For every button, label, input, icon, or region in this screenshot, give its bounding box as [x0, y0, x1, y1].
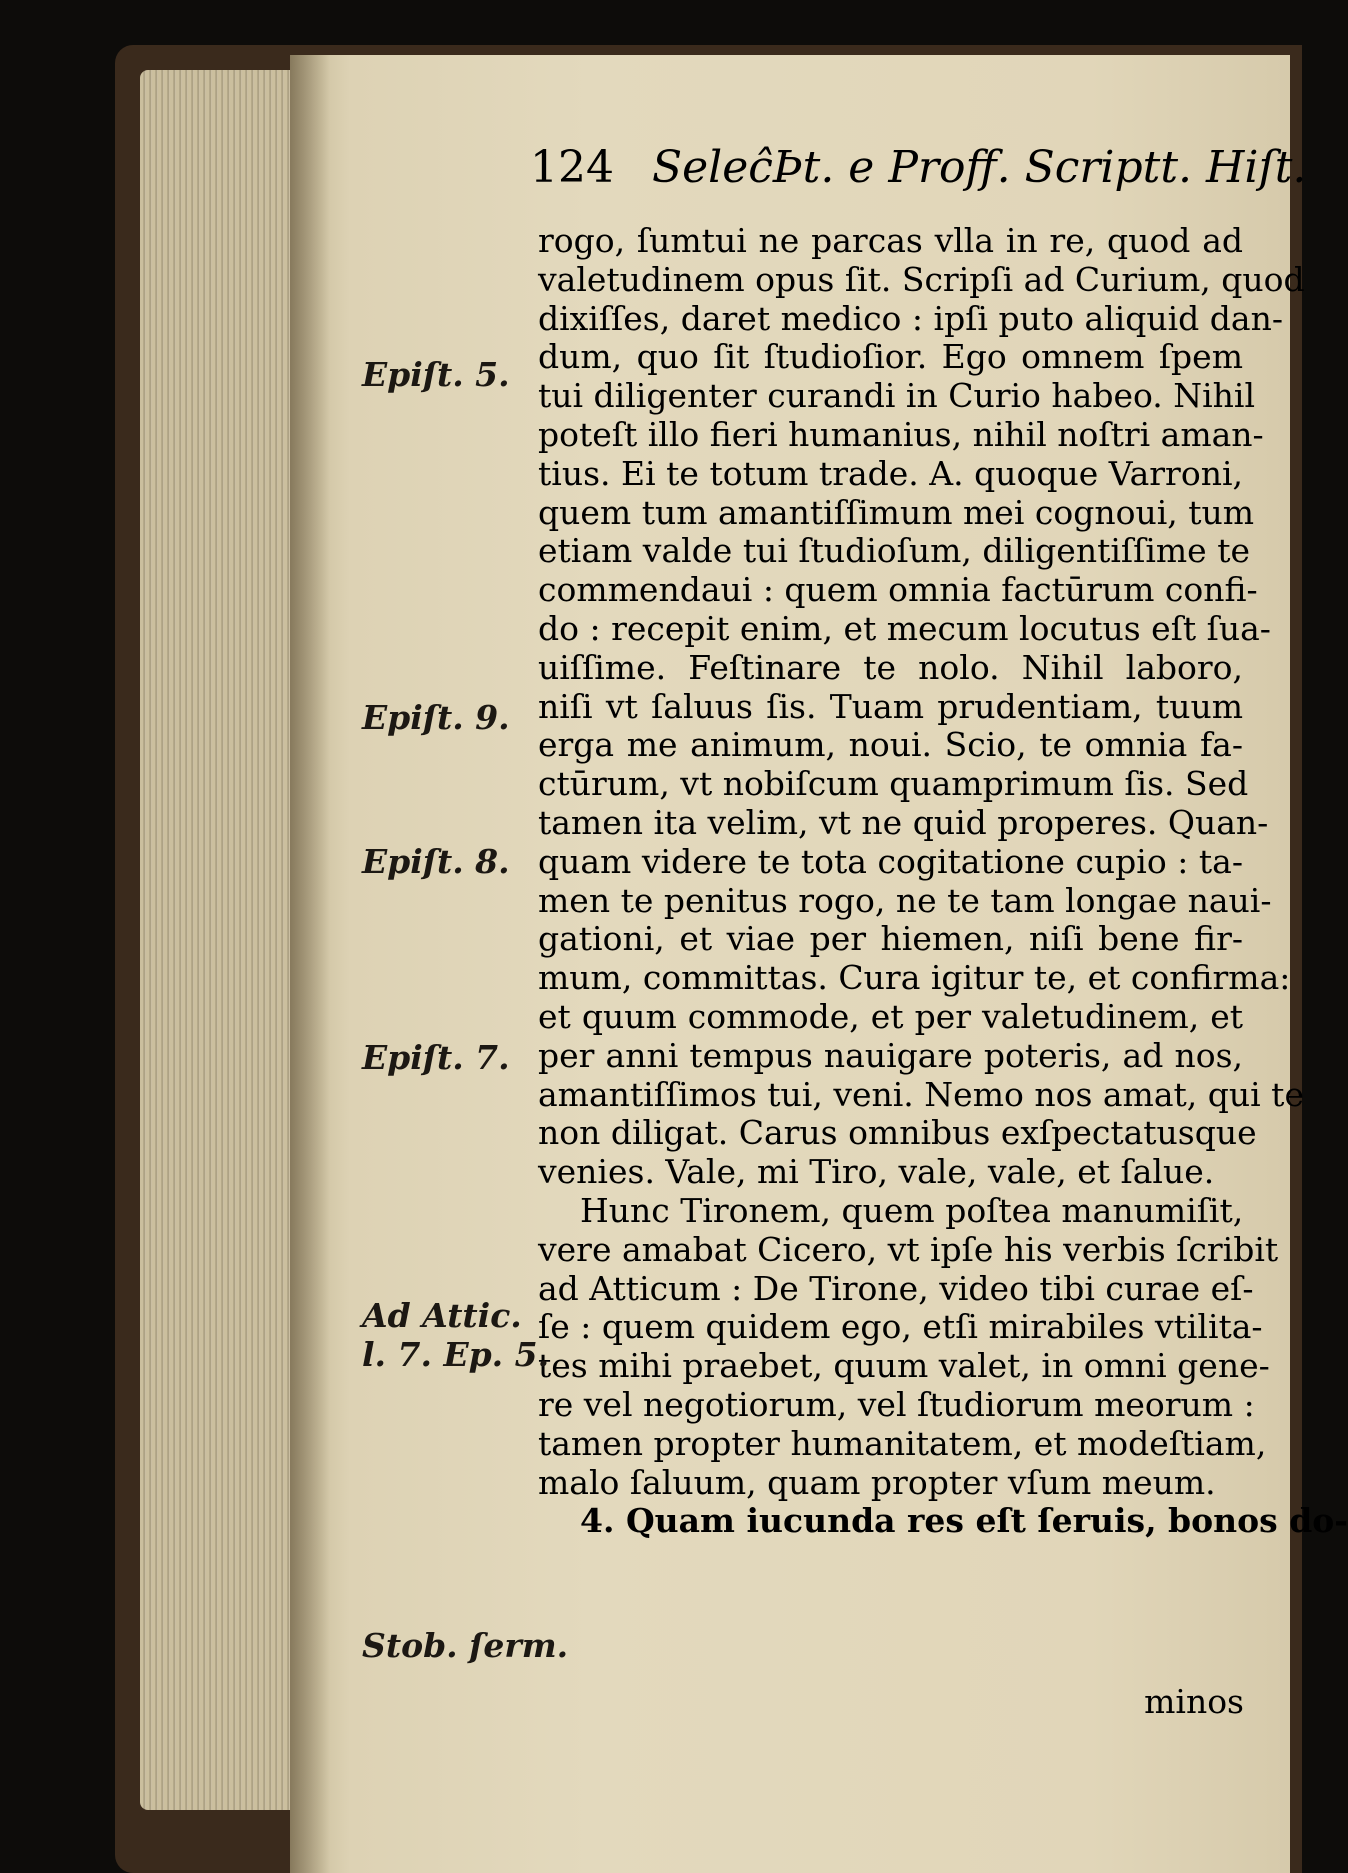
margin-note: Epiſt. 5. — [362, 355, 510, 394]
text-line: niſi vt ſaluus ſis. Tuam prudentiam, tuum — [538, 686, 1243, 726]
text-line: tamen propter humanitatem, et modeſtiam, — [538, 1423, 1267, 1463]
text-line: ctūrum, vt nobiſcum quamprimum ſis. Sed — [538, 764, 1249, 804]
text-line: tius. Ei te totum trade. A. quoque Varroni, — [538, 453, 1243, 493]
text-line: mum, committas. Cura igitur te, et confirma: — [538, 958, 1291, 998]
running-title: SeleĉÞt. e Proff. Scriptt. Hiſt. — [651, 142, 1307, 193]
text-line: 4. Quam iucunda res eſt ſeruis, bonos do- — [580, 1501, 1348, 1541]
text-line: do : recepit enim, et mecum locutus eſt ſua- — [538, 608, 1271, 648]
text-line: commendaui : quem omnia factūrum confi- — [538, 570, 1258, 610]
text-line: rogo, ſumtui ne parcas vlla in re, quod ad — [538, 221, 1243, 260]
text-line: tui diligenter curandi in Curio habeo. Nihil — [538, 376, 1256, 416]
margin-note: Stob. ſerm. — [362, 1626, 569, 1665]
text-line: non diligat. Carus omnibus exſpectatusque — [538, 1113, 1257, 1153]
running-header — [530, 142, 1307, 193]
text-line: amantiſſimos tui, veni. Nemo nos amat, qui te — [538, 1074, 1304, 1114]
margin-note: Epiſt. 7. — [362, 1038, 510, 1077]
text-line: valetudinem opus ſit. Scripſi ad Curium, quod — [538, 259, 1305, 299]
text-line: etiam valde tui ſtudioſum, diligentiſſime te — [538, 531, 1250, 571]
text-line: per anni tempus nauigare poteris, ad nos, — [538, 1035, 1243, 1075]
page-gutter-shadow — [290, 55, 330, 1873]
text-line: quam videre te tota cogitatione cupio : ta- — [538, 841, 1243, 881]
text-line: et quum commode, et per valetudinem, et — [538, 996, 1243, 1036]
text-line: tamen ita velim, vt ne quid properes. Quan- — [538, 802, 1269, 842]
margin-note: Ad Attic. — [362, 1296, 522, 1335]
text-line: dum, quo ſit ſtudioſior. Ego omnem ſpem — [538, 337, 1243, 377]
text-line: uiſſime. Feſtinare te nolo. Nihil laboro, — [538, 647, 1243, 687]
text-line: tes mihi praebet, quum valet, in omni gene- — [538, 1346, 1270, 1386]
text-line: malo ſaluum, quam propter vſum meum. — [538, 1462, 1216, 1502]
text-line: gationi, et viae per hiemen, niſi bene fir- — [538, 919, 1243, 959]
page-edges — [140, 70, 300, 1810]
page-number: 124 — [530, 142, 614, 193]
text-line: ad Atticum : De Tirone, video tibi curae eſ- — [538, 1268, 1254, 1308]
text-line: quem tum amantiſſimum mei cognoui, tum — [538, 492, 1255, 532]
text-line: ſe : quem quidem ego, etſi mirabiles vtilita- — [538, 1307, 1263, 1347]
catchword: minos — [1144, 1682, 1244, 1721]
text-line: erga me animum, noui. Scio, te omnia fa- — [538, 725, 1243, 765]
text-line: venies. Vale, mi Tiro, vale, vale, et ſalue. — [538, 1152, 1215, 1192]
margin-note: l. 7. Ep. 5. — [362, 1335, 550, 1374]
text-line: dixiſſes, daret medico : ipſi puto aliquid dan- — [538, 298, 1283, 338]
text-line: Hunc Tironem, quem poſtea manumiſit, — [580, 1190, 1244, 1230]
body-text — [538, 221, 1348, 1541]
text-line: men te penitus rogo, ne te tam longae naui- — [538, 880, 1272, 920]
text-line: vere amabat Cicero, vt ipſe his verbis ſcribit — [538, 1229, 1279, 1269]
text-line: re vel negotiorum, vel ſtudiorum meorum : — [538, 1384, 1255, 1424]
text-line: poteſt illo fieri humanius, nihil noſtri aman- — [538, 414, 1264, 454]
margin-note: Epiſt. 9. — [362, 698, 510, 737]
margin-note: Epiſt. 8. — [362, 842, 510, 881]
